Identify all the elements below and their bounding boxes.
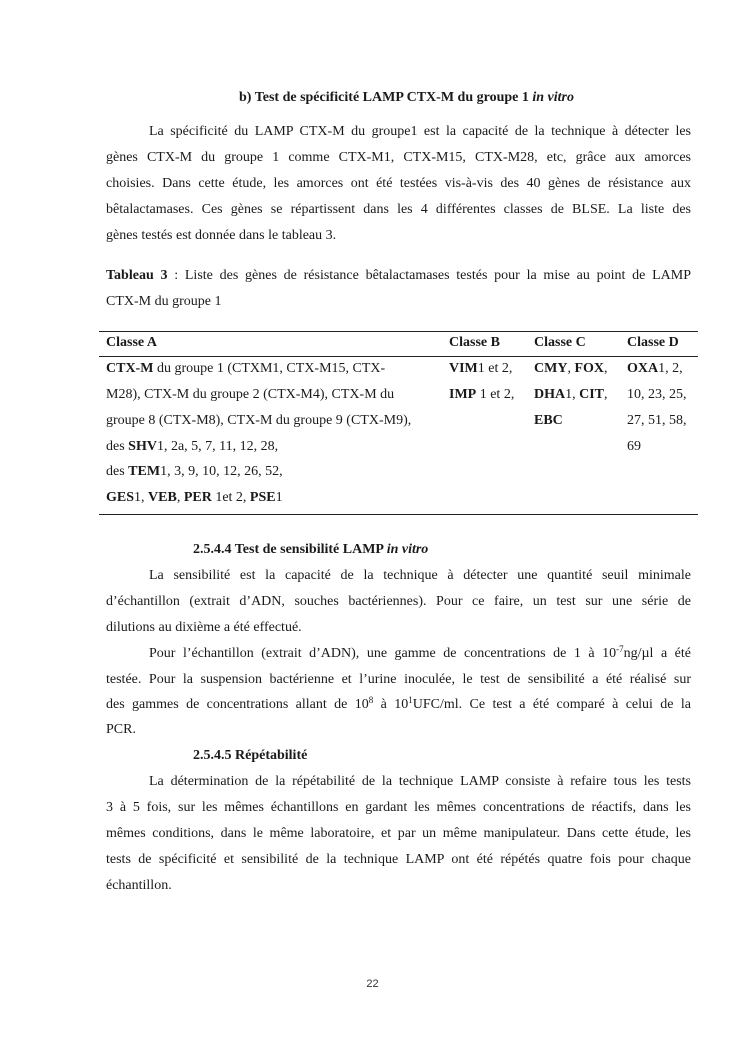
- table-cell-classe-d: 69: [627, 439, 641, 454]
- paragraph-line: choisies. Dans cette étude, les amorces ont été testées vis-à-vis des 40 gènes de résistance aux: [106, 176, 691, 191]
- paragraph-line: gènes testés est donnée dans le tableau 3.: [106, 228, 337, 243]
- table-header-classe-d: Classe D: [627, 335, 679, 350]
- paragraph-line: d’échantillon (extrait d’ADN, souches bactériennes). Pour ce faire, un test sur une série de: [106, 594, 691, 609]
- table-cell-classe-d: 10, 23, 25,: [627, 387, 687, 402]
- table-cell-classe-c: EBC: [534, 413, 563, 428]
- table-cell-classe-b: VIM1 et 2,: [449, 361, 513, 376]
- table-cell-classe-d: OXA1, 2,: [627, 361, 683, 376]
- paragraph-line: La détermination de la répétabilité de la technique LAMP consiste à refaire tous les tests: [149, 774, 691, 789]
- paragraph-line: Pour l’échantillon (extrait d’ADN), une gamme de concentrations de 1 à $10^{-7}ng/\mu l$ a été: [149, 644, 691, 661]
- paragraph-line: échantillon.: [106, 878, 172, 893]
- table-bottom-rule: [99, 514, 698, 515]
- paragraph-line: 3 à 5 fois, sur les mêmes échantillons en gardant les mêmes concentrations de réactifs, dans les: [106, 800, 691, 815]
- section-2544-title: 2.5.4.4 Test de sensibilité LAMP in vitro: [193, 542, 429, 557]
- table-cell-classe-a: des SHV1, 2a, 5, 7, 11, 12, 28,: [106, 439, 279, 454]
- paragraph-line: testée. Pour la suspension bactérienne et l’urine inoculée, le test de sensibilité a été réalisé sur: [106, 672, 691, 687]
- page-number: 22: [366, 978, 379, 990]
- table-cell-classe-a: groupe 8 (CTX-M8), CTX-M du groupe 9 (CTX-M9),: [106, 413, 412, 428]
- paragraph-line: dilutions au dixième a été effectué.: [106, 620, 302, 635]
- table-header-classe-c: Classe C: [534, 335, 586, 350]
- table-caption-line2: CTX-M du groupe 1: [106, 294, 222, 309]
- paragraph-line: La sensibilité est la capacité de la technique à détecter une quantité seuil minimale: [149, 568, 691, 583]
- table-cell-classe-c: CMY, FOX,: [534, 361, 608, 376]
- table-header-rule: [99, 356, 698, 357]
- table-header-classe-b: Classe B: [449, 335, 500, 350]
- table-header-classe-a: Classe A: [106, 335, 157, 350]
- paragraph-line: mêmes conditions, dans le même laboratoire, et par un même manipulateur. Dans cette étude, les: [106, 826, 691, 841]
- table-top-rule: [99, 331, 698, 332]
- table-cell-classe-a: M28), CTX-M du groupe 2 (CTX-M4), CTX-M du: [106, 387, 395, 402]
- section-b-title: b) Test de spécificité LAMP CTX-M du groupe 1 in vitro: [239, 90, 574, 105]
- paragraph-line: tests de spécificité et sensibilité de la technique LAMP ont été répétés quatre fois pour chaque: [106, 852, 691, 867]
- table-cell-classe-a: GES1, VEB, PER 1et 2, PSE1: [106, 490, 283, 505]
- table-cell-classe-b: IMP 1 et 2,: [449, 387, 515, 402]
- table-caption: Tableau 3 : Liste des gènes de résistance bêtalactamases testés pour la mise au point de LAMP: [106, 268, 691, 283]
- paragraph-line: La spécificité du LAMP CTX-M du groupe1 est la capacité de la technique à détecter les: [149, 124, 691, 139]
- section-2545-title: 2.5.4.5 Répétabilité: [193, 748, 308, 763]
- paragraph-line: des gammes de concentrations allant de $10^8$ à $10^1UFC/ml$. Ce test a été comparé à celui de la: [106, 695, 692, 712]
- paragraph-line: bêtalactamases. Ces gènes se répartissent dans les 4 différentes classes de BLSE. La liste des: [106, 202, 691, 217]
- paragraph-line: gènes CTX-M du groupe 1 comme CTX-M1, CTX-M15, CTX-M28, etc, grâce aux amorces: [106, 150, 691, 165]
- table-cell-classe-c: DHA1, CIT,: [534, 387, 608, 402]
- table-cell-classe-a: CTX-M du groupe 1 (CTXM1, CTX-M15, CTX-: [106, 361, 386, 376]
- table-cell-classe-d: 27, 51, 58,: [627, 413, 687, 428]
- table-cell-classe-a: des TEM1, 3, 9, 10, 12, 26, 52,: [106, 464, 283, 479]
- paragraph-line: PCR.: [106, 722, 136, 737]
